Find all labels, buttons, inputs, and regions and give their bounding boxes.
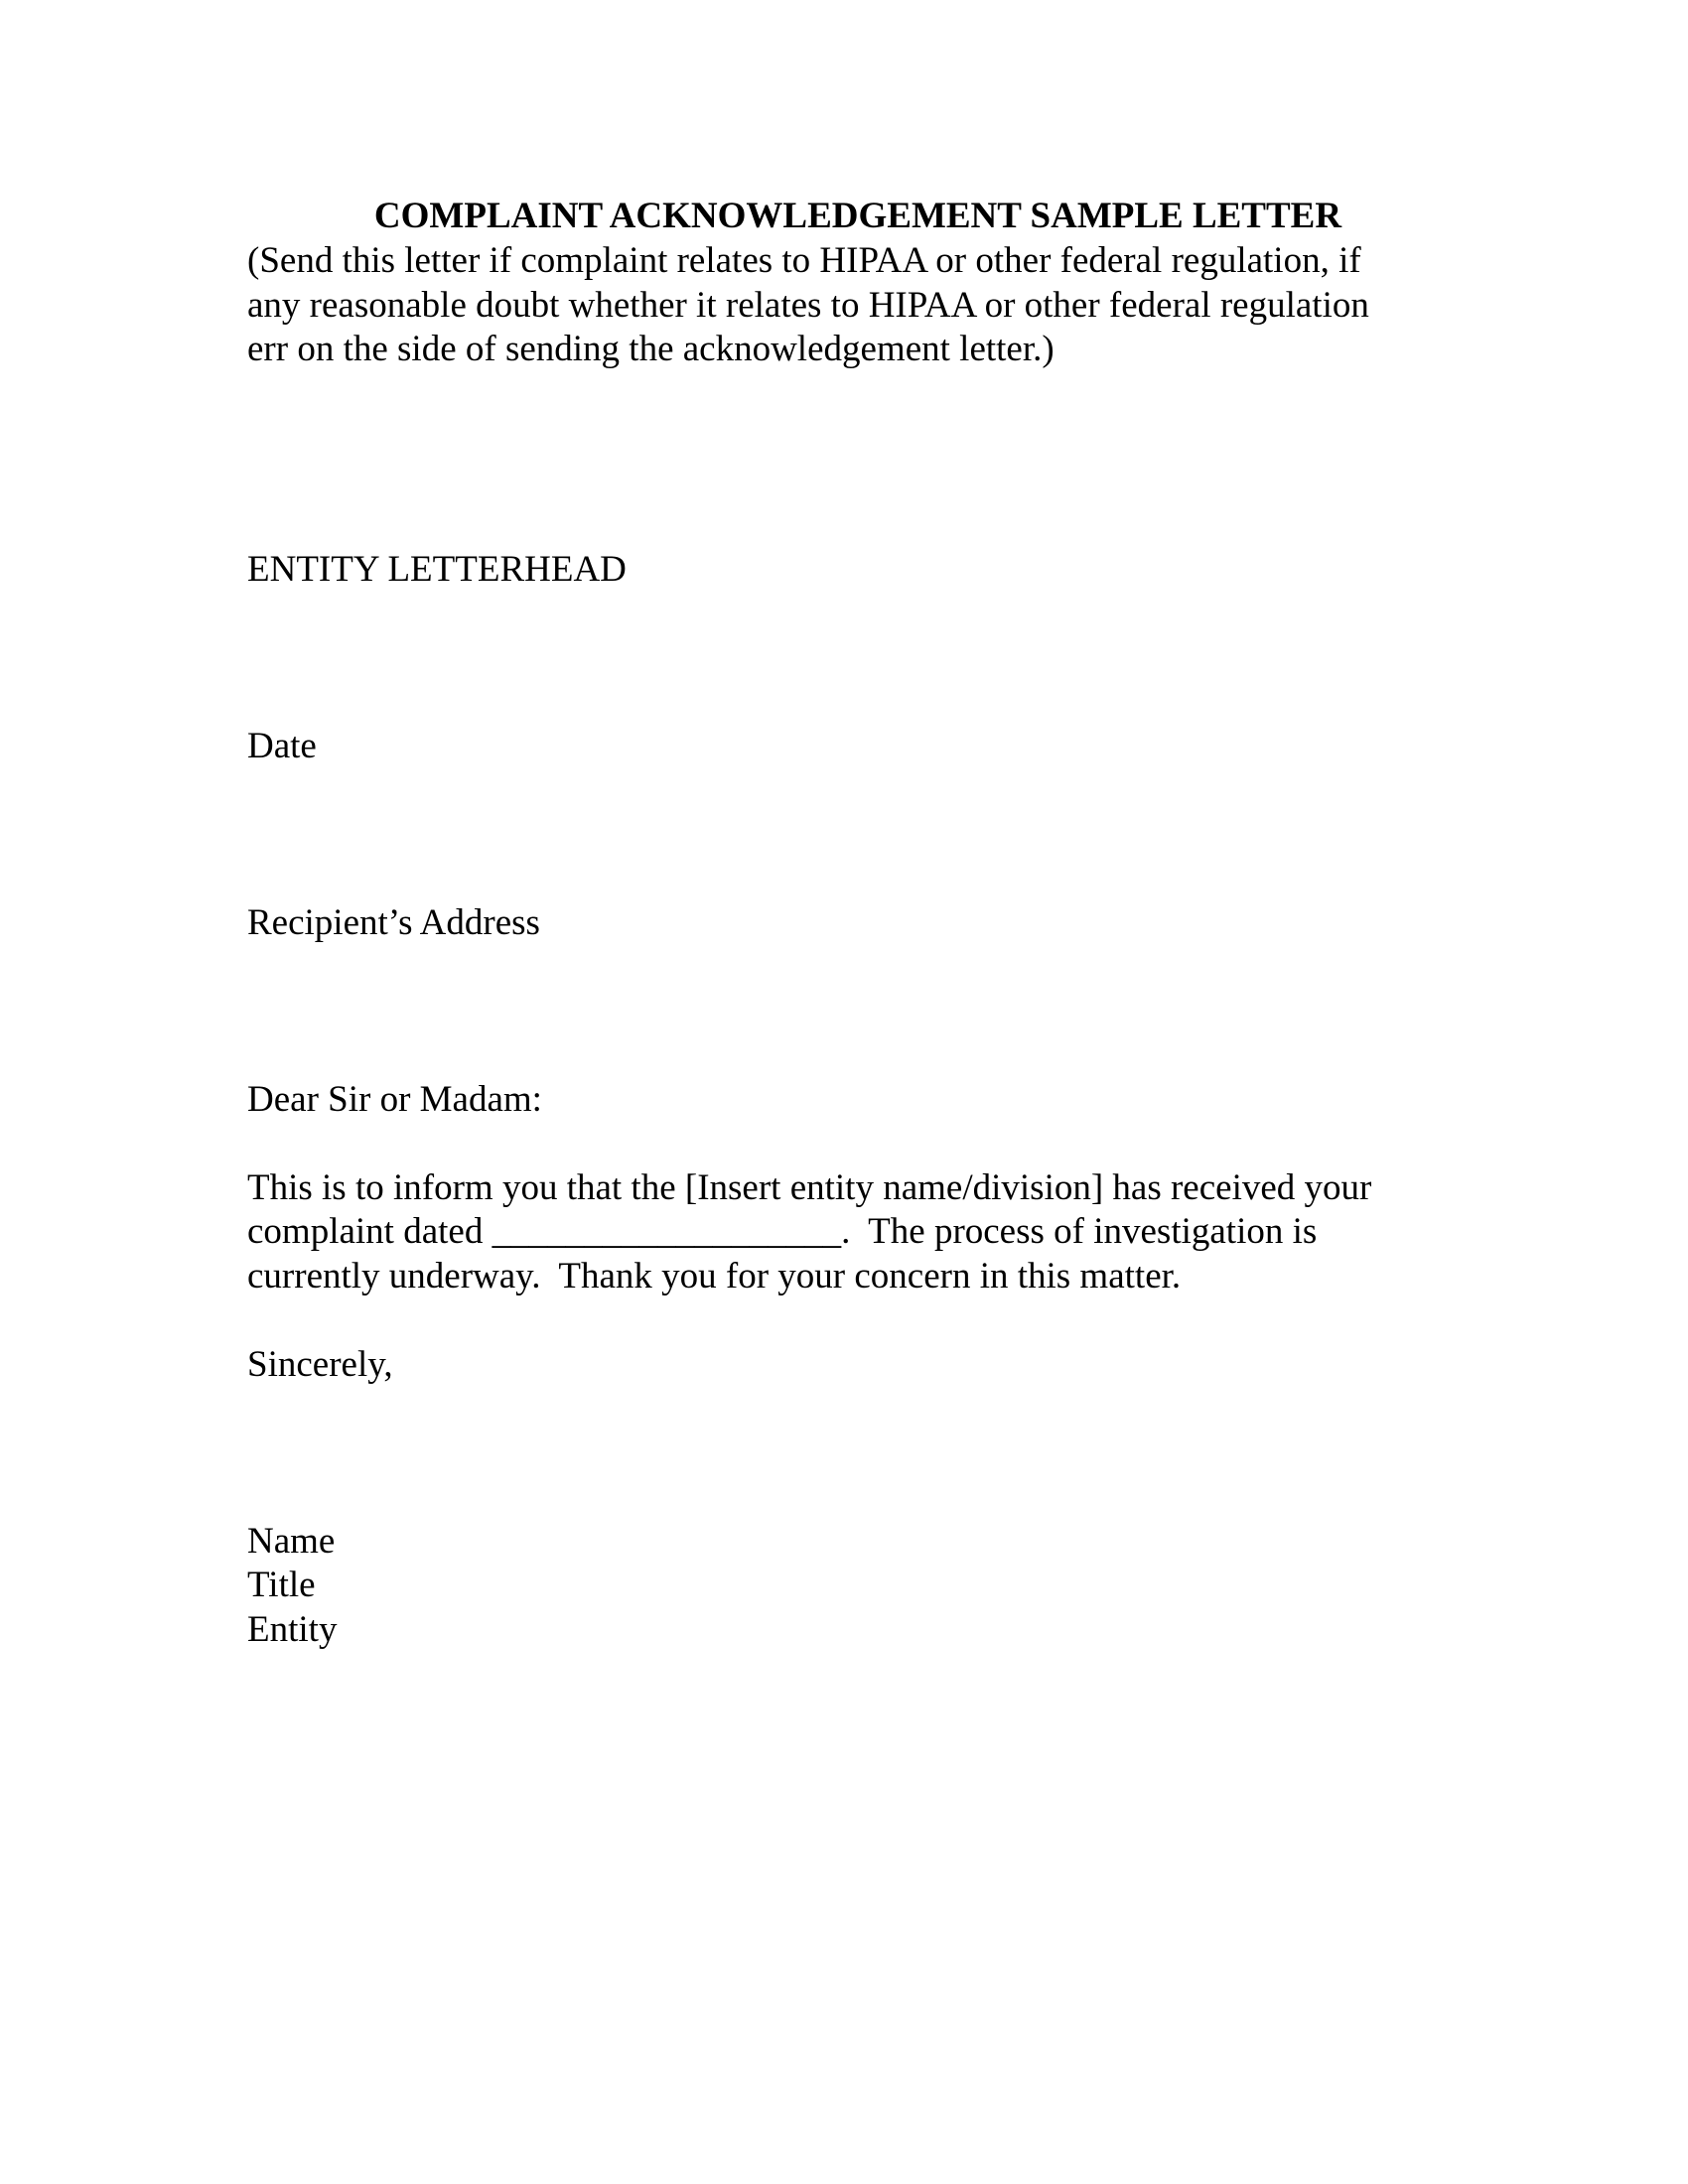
signature-title: Title	[247, 1565, 316, 1605]
salutation: Dear Sir or Madam:	[247, 1079, 542, 1120]
instruction-line: any reasonable doubt whether it relates to HIPAA or other federal regulation	[247, 285, 1369, 326]
signature-entity: Entity	[247, 1609, 338, 1650]
recipient-address: Recipient’s Address	[247, 902, 540, 943]
date-line: Date	[247, 726, 317, 766]
body-line: This is to inform you that the [Insert entity name/division] has received your	[247, 1167, 1372, 1208]
body-line: complaint dated ___________________. The process of investigation is	[247, 1211, 1318, 1252]
document-title	[0, 195, 1688, 239]
closing: Sincerely,	[247, 1344, 393, 1385]
signature-name: Name	[247, 1521, 336, 1562]
document-title-text: COMPLAINT ACKNOWLEDGEMENT SAMPLE LETTER	[373, 196, 1342, 236]
body-line: currently underway. Thank you for your concern in this matter.	[247, 1256, 1182, 1297]
entity-letterhead: ENTITY LETTERHEAD	[247, 549, 627, 590]
instruction-line: (Send this letter if complaint relates to HIPAA or other federal regulation, if	[247, 240, 1361, 281]
instruction-line: err on the side of sending the acknowledgement letter.)	[247, 329, 1055, 369]
